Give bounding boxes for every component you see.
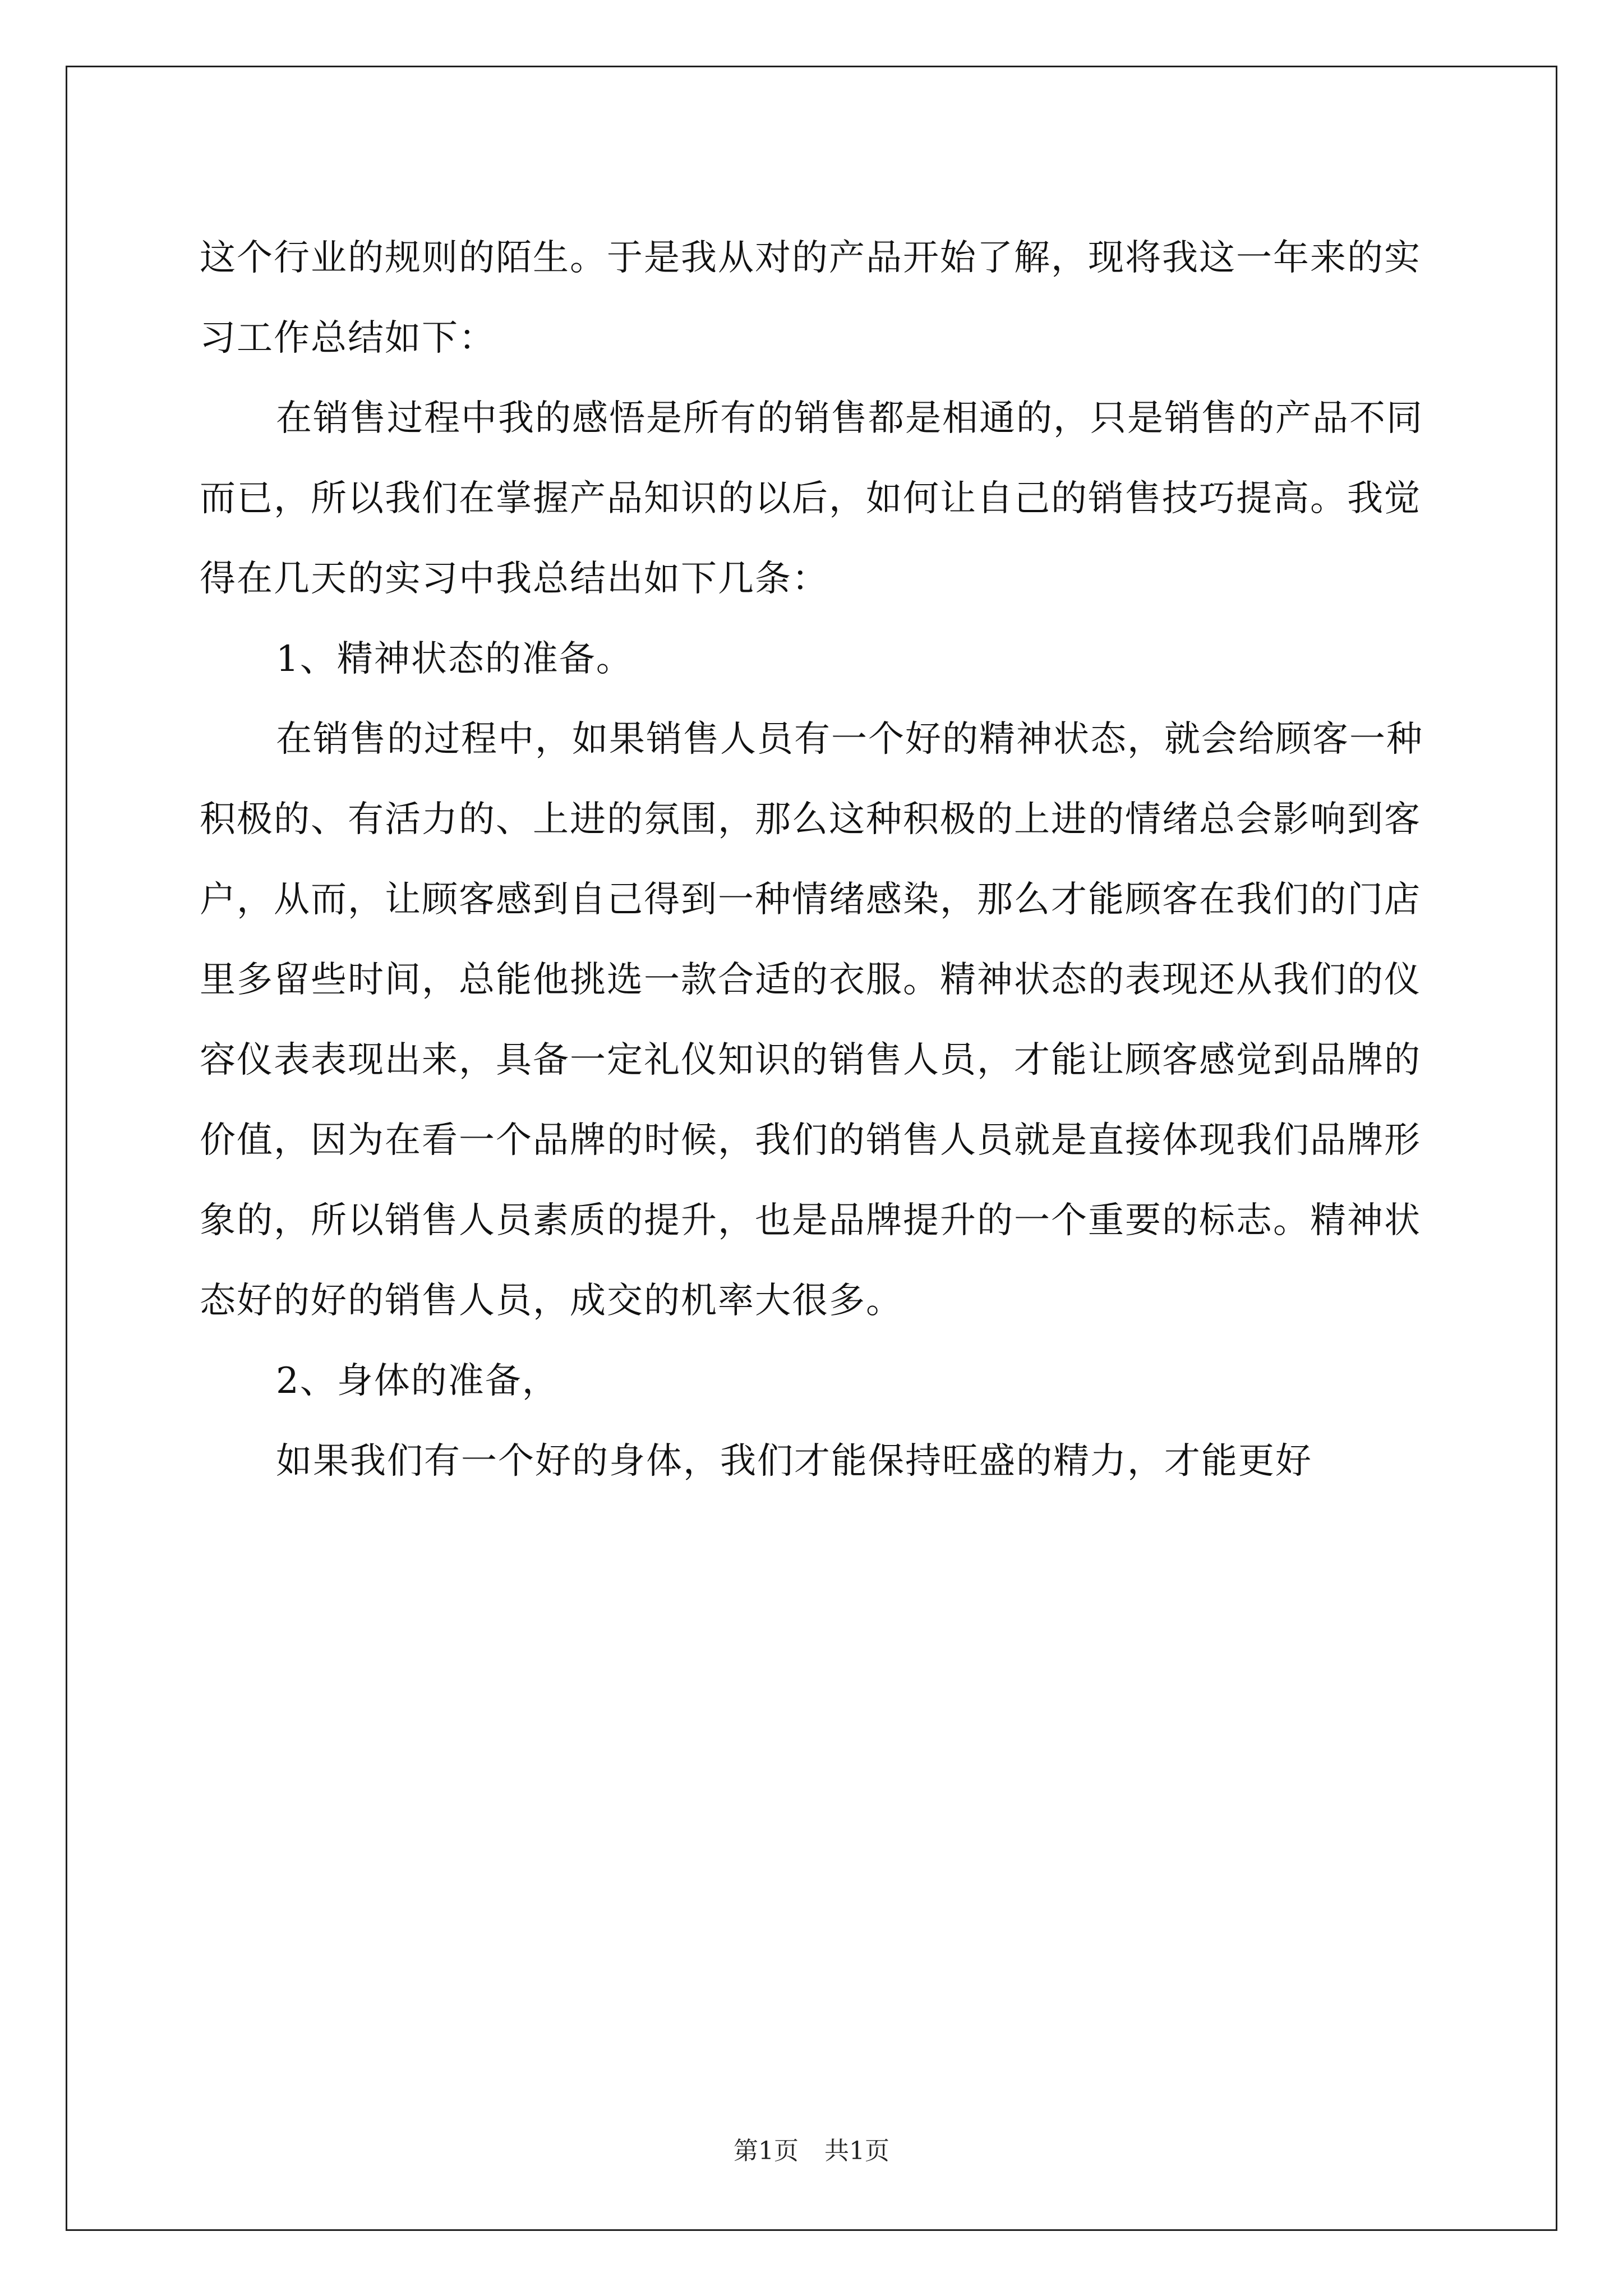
paragraph-intro: 这个行业的规则的陌生。于是我从对的产品开始了解，现将我这一年来的实习工作总结如下：: [200, 237, 1421, 359]
page-number: 第1页: [734, 2137, 799, 2165]
paragraph-physical: 如果我们有一个好的身体，我们才能保持旺盛的精力，才能更好: [276, 1441, 1312, 1482]
section-heading-physical: 2、身体的准备，: [276, 1360, 559, 1402]
paragraph-sales-insight: 在销售过程中我的感悟是所有的销售都是相通的，只是销售的产品不同而已，所以我们在掌握产品知识的以后，如何让自己的销售技巧提高。我觉得在几天的实习中我总结出如下几条：: [200, 398, 1423, 600]
section-heading-mental-state: 1、精神状态的准备。: [276, 638, 633, 680]
paragraph-mental-state: 在销售的过程中，如果销售人员有一个好的精神状态，就会给顾客一种积极的、有活力的、上进的氛围，那么这种积极的上进的情绪总会影响到客户，从而，让顾客感到自己得到一种情绪感染，那么才能顾客在我们的门店里多留些时间，总能他挑选一款合适的衣服。精神状态的表现还从我们的仪容仪表表现出来，具备一定礼仪知识的销售人员，才能让顾客感觉到品牌的价值，因为在看一个品牌的时候，我们的销售人员就是直接体现我们品牌形象的，所以销售人员素质的提升，也是品牌提升的一个重要的标志。精神状态好的好的销售人员，成交的机率大很多。: [200, 719, 1423, 1322]
document-body: [200, 218, 1433, 1502]
page-footer: [0, 2134, 1623, 2168]
page-total: 共1页: [824, 2137, 889, 2165]
